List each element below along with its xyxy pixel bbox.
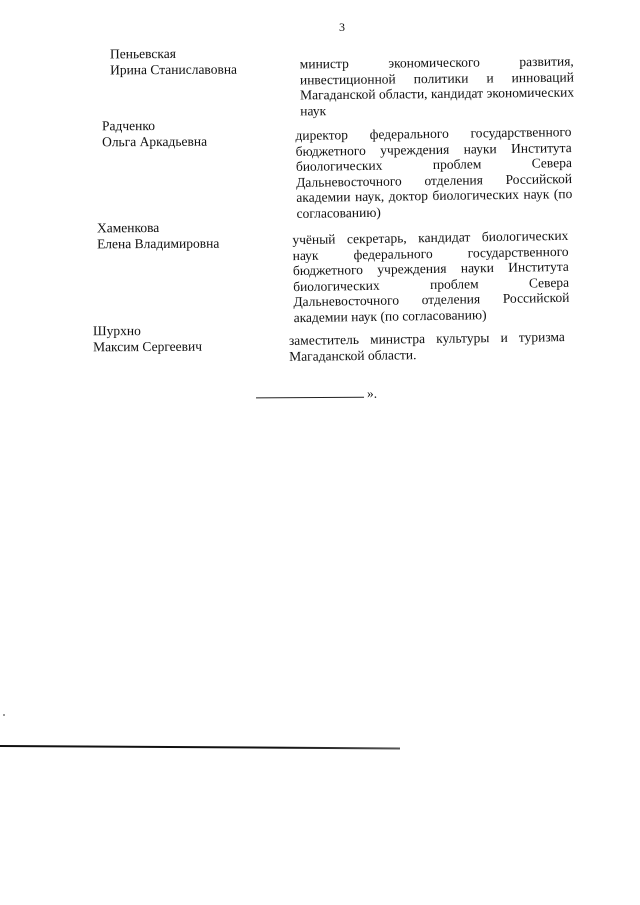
page-number: 3 — [339, 20, 345, 34]
member-name — [102, 118, 207, 151]
closing-quote: ». — [366, 385, 378, 401]
member-role: заместитель министра культуры и туризма Магаданской области. — [288, 329, 565, 364]
member-surname: Радченко — [101, 117, 155, 134]
member-name — [97, 220, 219, 253]
member-given-names: Ольга Аркадьевна — [102, 133, 208, 150]
member-given-names: Елена Владимировна — [97, 235, 220, 252]
member-given-names: Максим Сергеевич — [93, 338, 203, 355]
member-role: министр экономического развития, инвестиционной политики и инноваций Магаданской области, кандидат экономических наук — [299, 53, 575, 118]
closing-line — [256, 385, 377, 403]
member-given-names: Ирина Станиславовна — [110, 61, 238, 78]
member-role: директор федерального государственного бюджетного учреждения науки Института биологических проблем Севера Дальневосточного отделения Российской академии наук, доктор биологических наук (по согласованию) — [295, 124, 573, 221]
member-name — [93, 323, 202, 356]
scan-artifact-line — [0, 745, 400, 749]
scan-artifact-dot — [3, 714, 5, 716]
member-surname: Пеньевская — [109, 45, 176, 62]
closing-underline — [256, 385, 364, 399]
member-name — [110, 46, 237, 79]
member-surname: Шурхно — [92, 323, 141, 339]
member-surname: Хаменкова — [96, 219, 160, 236]
member-role: учёный секретарь, кандидат биологических наук федерального государственного бюджетного учреждения науки Института биологических проблем Севера Дальневосточного отделения Российской академии наук (по согласованию) — [292, 227, 570, 325]
